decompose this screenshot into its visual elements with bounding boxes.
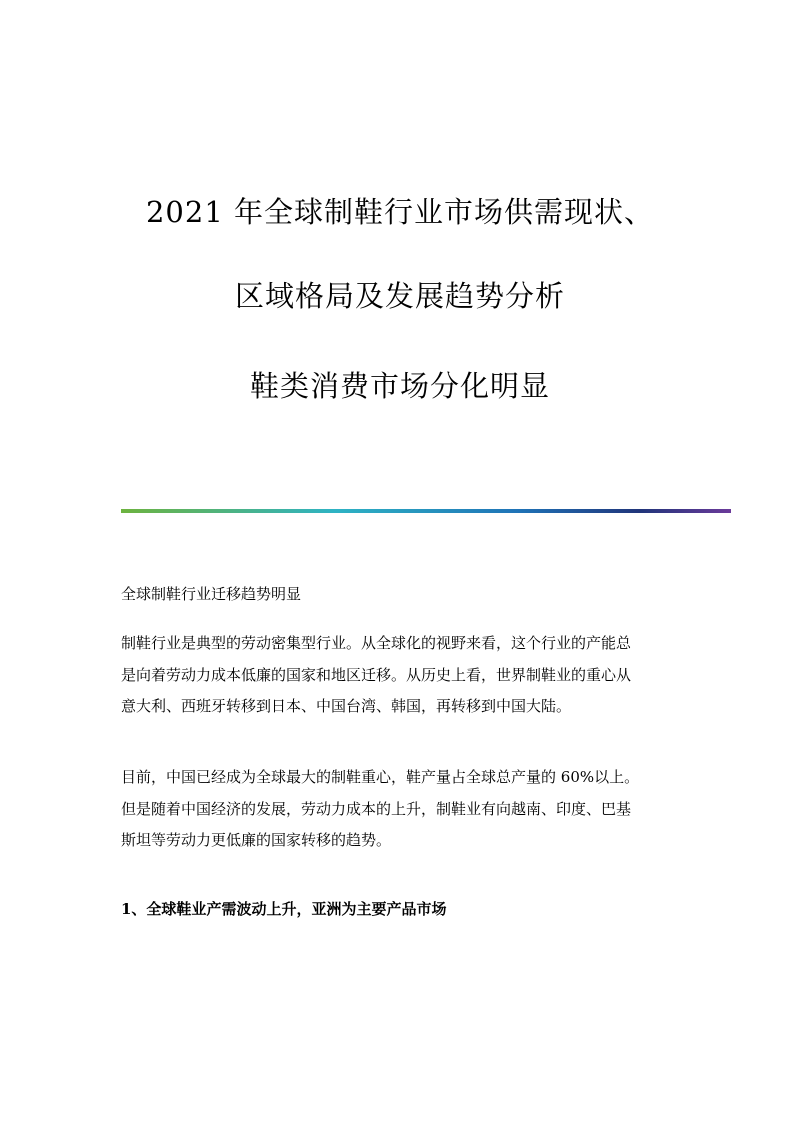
title-line-1: 2021 年全球制鞋行业市场供需现状、 [145, 195, 655, 229]
paragraph-1-line-1: 制鞋行业是典型的劳动密集型行业。从全球化的视野来看，这个行业的产能总 [121, 634, 632, 652]
subheading-1: 1、全球鞋业产需波动上升，亚洲为主要产品市场 [121, 900, 447, 918]
paragraph-1-line-2: 是向着劳动力成本低廉的国家和地区迁移。从历史上看，世界制鞋业的重心从 [121, 665, 632, 684]
paragraph-2-line-1: 目前，中国已经成为全球最大的制鞋重心，鞋产量占全球总产量的 60%以上。 [121, 768, 640, 786]
paragraph-2-line-3: 斯坦等劳动力更低廉的国家转移的趋势。 [121, 831, 392, 849]
title-line-3: 鞋类消费市场分化明显 [249, 369, 550, 403]
paragraph-1-line-3: 意大利、西班牙转移到日本、中国台湾、韩国，再转移到中国大陆。 [121, 697, 572, 715]
section-heading: 全球制鞋行业迁移趋势明显 [121, 585, 302, 603]
gradient-divider [121, 509, 731, 513]
paragraph-2 [121, 762, 691, 857]
paragraph-2-line-2: 但是随着中国经济的发展，劳动力成本的上升，制鞋业有向越南、印度、巴基 [121, 799, 632, 818]
title-line-2: 区域格局及发展趋势分析 [234, 279, 565, 313]
paragraph-1 [121, 628, 691, 723]
